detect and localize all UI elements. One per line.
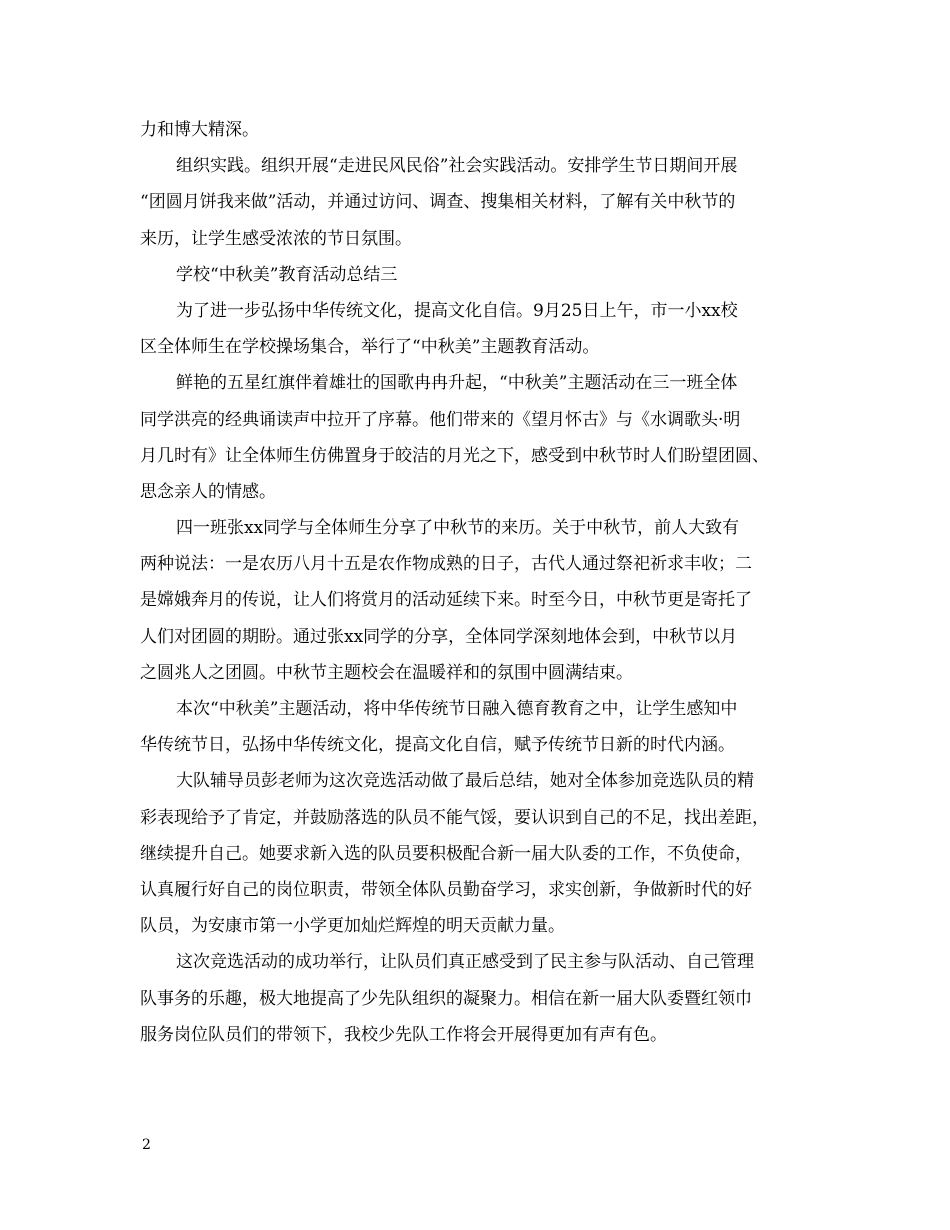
text-line: 之圆兆人之团圆。中秋节主题校会在温暖祥和的氛围中圆满结束。 (140, 662, 633, 683)
text-line: 两种说法：一是农历八月十五是农作物成熟的日子，古代人通过祭祀祈求丰收；二 (140, 554, 752, 575)
text-line: 月几时有》让全体师生仿佛置身于皎洁的月光之下，感受到中秋节时人们盼望团圆、 (140, 445, 769, 466)
section-heading: 学校“中秋美”教育活动总结三 (176, 264, 398, 285)
page-number: 2 (142, 1137, 151, 1153)
text-line: 队事务的乐趣，极大地提高了少先队组织的凝聚力。相信在新一届大队委暨红领巾 (140, 988, 752, 1009)
text-line: 认真履行好自己的岗位职责，带领全体队员勤奋学习，求实创新，争做新时代的好 (140, 879, 752, 900)
text-line: 来历，让学生感受浓浓的节日氛围。 (140, 228, 412, 249)
text-line: 队员，为安康市第一小学更加灿烂辉煌的明天贡献力量。 (140, 916, 565, 937)
text-line: 这次竞选活动的成功举行，让队员们真正感受到了民主参与队活动、自己管理 (176, 952, 754, 973)
text-line: “团圆月饼我来做”活动，并通过访问、调查、搜集相关材料，了解有关中秋节的 (140, 192, 736, 213)
text-line: 人们对团圆的期盼。通过张xx同学的分享，全体同学深刻地体会到，中秋节以月 (140, 626, 738, 647)
text-line: 继续提升自己。她要求新入选的队员要积极配合新一届大队委的工作，不负使命， (140, 843, 752, 864)
text-line: 力和博大精深。 (140, 120, 259, 140)
text-line: 为了进一步弘扬中华传统文化，提高文化自信。9月25日上午，市一小xx校 (176, 300, 738, 321)
text-line: 是嫦娥奔月的传说，让人们将赏月的活动延续下来。时至今日，中秋节更是寄托了 (140, 590, 752, 611)
document-body (140, 112, 830, 1053)
text-line: 鲜艳的五星红旗伴着雄壮的国歌冉冉升起，“中秋美”主题活动在三一班全体 (176, 373, 738, 394)
text-line: 组织实践。组织开展“走进民风民俗”社会实践活动。安排学生节日期间开展 (176, 156, 738, 177)
text-line: 服务岗位队员们的带领下，我校少先队工作将会开展得更加有声有色。 (140, 1024, 667, 1045)
text-line: 区全体师生在学校操场集合，举行了“中秋美”主题教育活动。 (140, 337, 600, 358)
text-line: 本次“中秋美”主题活动，将中华传统节日融入德育教育之中，让学生感知中 (176, 699, 738, 719)
text-line: 大队辅导员彭老师为这次竞选活动做了最后总结，她对全体参加竞选队员的精 (176, 771, 754, 792)
text-line: 华传统节日，弘扬中华传统文化，提高文化自信，赋予传统节日新的时代内涵。 (140, 735, 735, 756)
text-line: 同学洪亮的经典诵读声中拉开了序幕。他们带来的《望月怀古》与《水调歌头·明 (140, 409, 741, 430)
text-line: 四一班张xx同学与全体师生分享了中秋节的来历。关于中秋节，前人大致有 (176, 518, 740, 539)
text-line: 彩表现给予了肯定，并鼓励落选的队员不能气馁，要认识到自己的不足，找出差距， (140, 807, 769, 828)
text-line: 思念亲人的情感。 (140, 481, 276, 502)
